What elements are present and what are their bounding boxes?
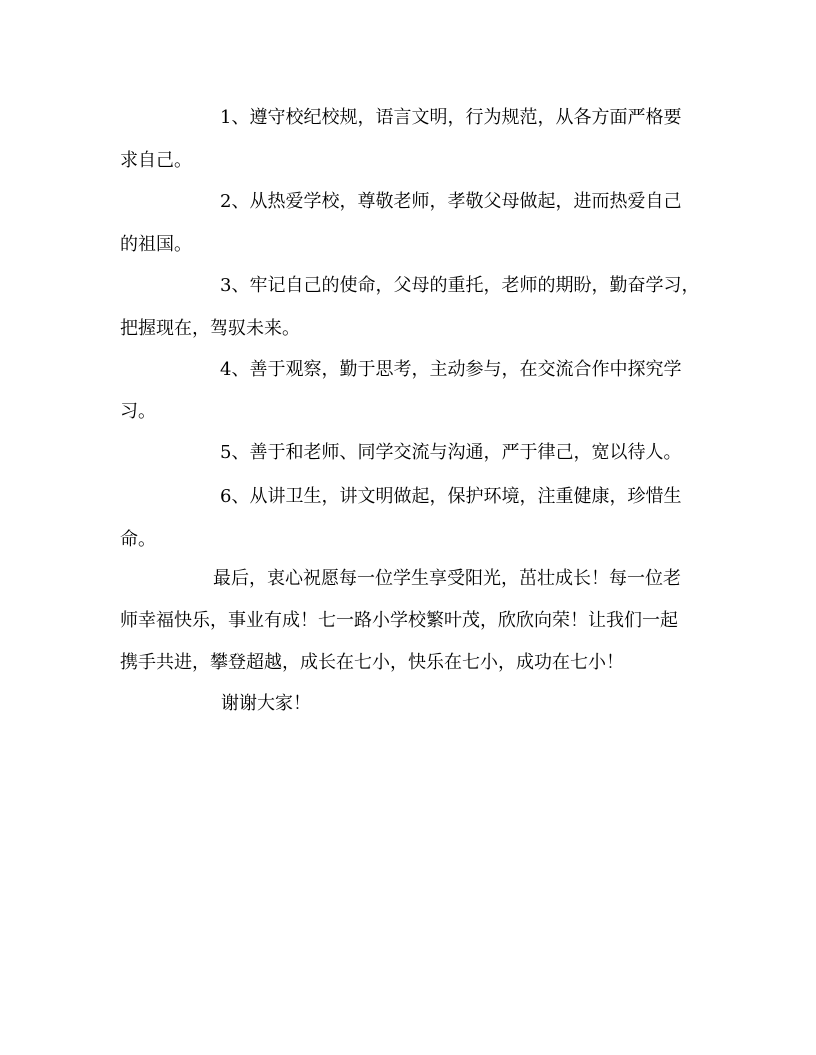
list-item-line: 4、善于观察，勤于思考，主动参与，在交流合作中探究学: [220, 359, 682, 380]
closing-line: 师幸福快乐，事业有成！七一路小学校繁叶茂，欣欣向荣！让我们一起: [120, 610, 678, 631]
list-item-line: 2、从热爱学校，尊敬老师，孝敬父母做起，进而热爱自己: [220, 191, 682, 212]
list-item-line: 习。: [120, 401, 156, 422]
list-item-line: 命。: [120, 529, 156, 550]
thanks-line: 谢谢大家！: [221, 693, 311, 714]
list-item-line: 1、遵守校纪校规，语言文明，行为规范，从各方面严格要: [220, 107, 682, 128]
list-item-line: 5、善于和老师、同学交流与沟通，严于律己，宽以待人。: [220, 442, 682, 463]
closing-line: 携手共进，攀登超越，成长在七小，快乐在七小，成功在七小！: [120, 652, 624, 673]
closing-line: 最后，衷心祝愿每一位学生享受阳光，茁壮成长！每一位老: [213, 568, 681, 589]
list-item-line: 把握现在，驾驭未来。: [120, 318, 300, 339]
list-item-line: 6、从讲卫生，讲文明做起，保护环境，注重健康，珍惜生: [220, 486, 682, 507]
list-item-line: 3、牢记自己的使命，父母的重托，老师的期盼，勤奋学习，: [220, 275, 700, 296]
list-item-line: 的祖国。: [120, 234, 192, 255]
list-item-line: 求自己。: [120, 150, 192, 171]
